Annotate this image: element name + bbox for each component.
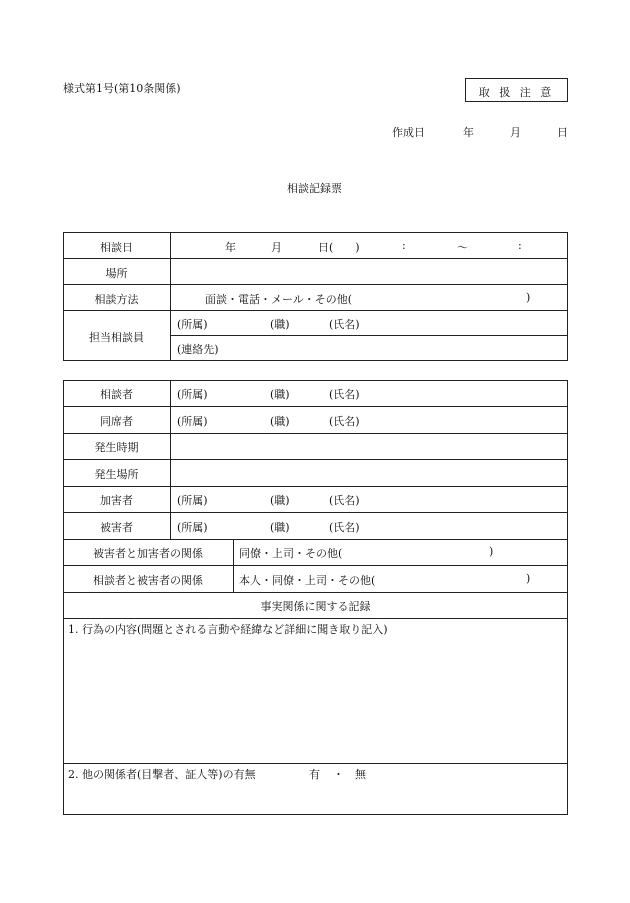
attendee-name: (氏名) [329, 415, 360, 428]
confidential-stamp-box [465, 78, 568, 102]
divider [63, 433, 568, 434]
divider [63, 459, 568, 460]
perpetrator-position: (職) [270, 494, 290, 507]
rel-consult-victim-value: 本人・同僚・上司・その他( [239, 574, 376, 587]
divider [63, 763, 568, 764]
victim-position: (職) [270, 521, 290, 534]
consult-date-label: 相談日 [100, 241, 133, 254]
consult-date-day: 日( ) [318, 241, 360, 254]
form-number: 様式第1号(第10条関係) [63, 82, 181, 95]
staff-contact: (連絡先) [177, 343, 219, 356]
divider [63, 486, 568, 487]
attendee-label: 同席者 [100, 415, 133, 428]
created-date-label: 作成日 [392, 126, 425, 139]
facts-item-2-no: 無 [355, 768, 366, 781]
staff-name: (氏名) [329, 318, 360, 331]
divider [63, 406, 568, 407]
attendee-position: (職) [270, 415, 290, 428]
consultant-name: (氏名) [329, 388, 360, 401]
victim-label: 被害者 [100, 521, 133, 534]
consult-date-year: 年 [225, 241, 236, 254]
divider [63, 284, 568, 285]
method-value: 面談・電話・メール・その他( [205, 293, 353, 306]
divider [63, 592, 568, 593]
time-colon-start: : [402, 239, 406, 252]
consultant-affiliation: (所属) [177, 388, 208, 401]
method-close: ) [526, 291, 531, 304]
place-label: 場所 [105, 267, 128, 280]
staff-affiliation: (所属) [177, 318, 208, 331]
divider [63, 512, 568, 513]
rel-consult-victim-close: ) [526, 572, 531, 585]
rel-victim-perp-close: ) [489, 545, 494, 558]
divider [170, 232, 171, 361]
facts-item-2-dot: ・ [333, 768, 344, 781]
staff-position: (職) [270, 318, 290, 331]
divider [170, 335, 568, 336]
time-tilde: 〜 [457, 241, 468, 254]
staff-label: 担当相談員 [89, 331, 144, 344]
occurrence-place-label: 発生場所 [94, 468, 139, 481]
page-title: 相談記録票 [287, 182, 342, 195]
occurrence-time-label: 発生時期 [94, 441, 139, 454]
rel-consult-victim-label: 相談者と被害者の関係 [93, 574, 203, 587]
divider [63, 258, 568, 259]
method-label: 相談方法 [94, 293, 139, 306]
rel-victim-perp-value: 同僚・上司・その他( [239, 547, 343, 560]
facts-item-2-yes: 有 [309, 768, 320, 781]
facts-header: 事実関係に関する記録 [260, 600, 371, 613]
divider [63, 565, 568, 566]
created-year: 年 [463, 126, 474, 139]
created-month: 月 [510, 126, 521, 139]
divider [63, 310, 568, 311]
divider [63, 618, 568, 619]
victim-affiliation: (所属) [177, 521, 208, 534]
facts-item-2: 2. 他の関係者(目撃者、証人等)の有無 [68, 768, 256, 781]
consultant-label: 相談者 [100, 388, 133, 401]
perpetrator-name: (氏名) [329, 494, 360, 507]
victim-name: (氏名) [329, 521, 360, 534]
perpetrator-label: 加害者 [100, 494, 133, 507]
perpetrator-affiliation: (所属) [177, 494, 208, 507]
created-day: 日 [557, 126, 568, 139]
attendee-affiliation: (所属) [177, 415, 208, 428]
consult-date-month: 月 [271, 241, 282, 254]
rel-victim-perp-label: 被害者と加害者の関係 [93, 547, 203, 560]
confidential-stamp: 取 扱 注 意 [478, 86, 555, 99]
time-colon-end: : [518, 239, 522, 252]
divider [63, 539, 568, 540]
consultant-position: (職) [270, 388, 290, 401]
facts-item-1: 1. 行為の内容(問題とされる言動や経緯など詳細に聞き取り記入) [68, 623, 388, 636]
